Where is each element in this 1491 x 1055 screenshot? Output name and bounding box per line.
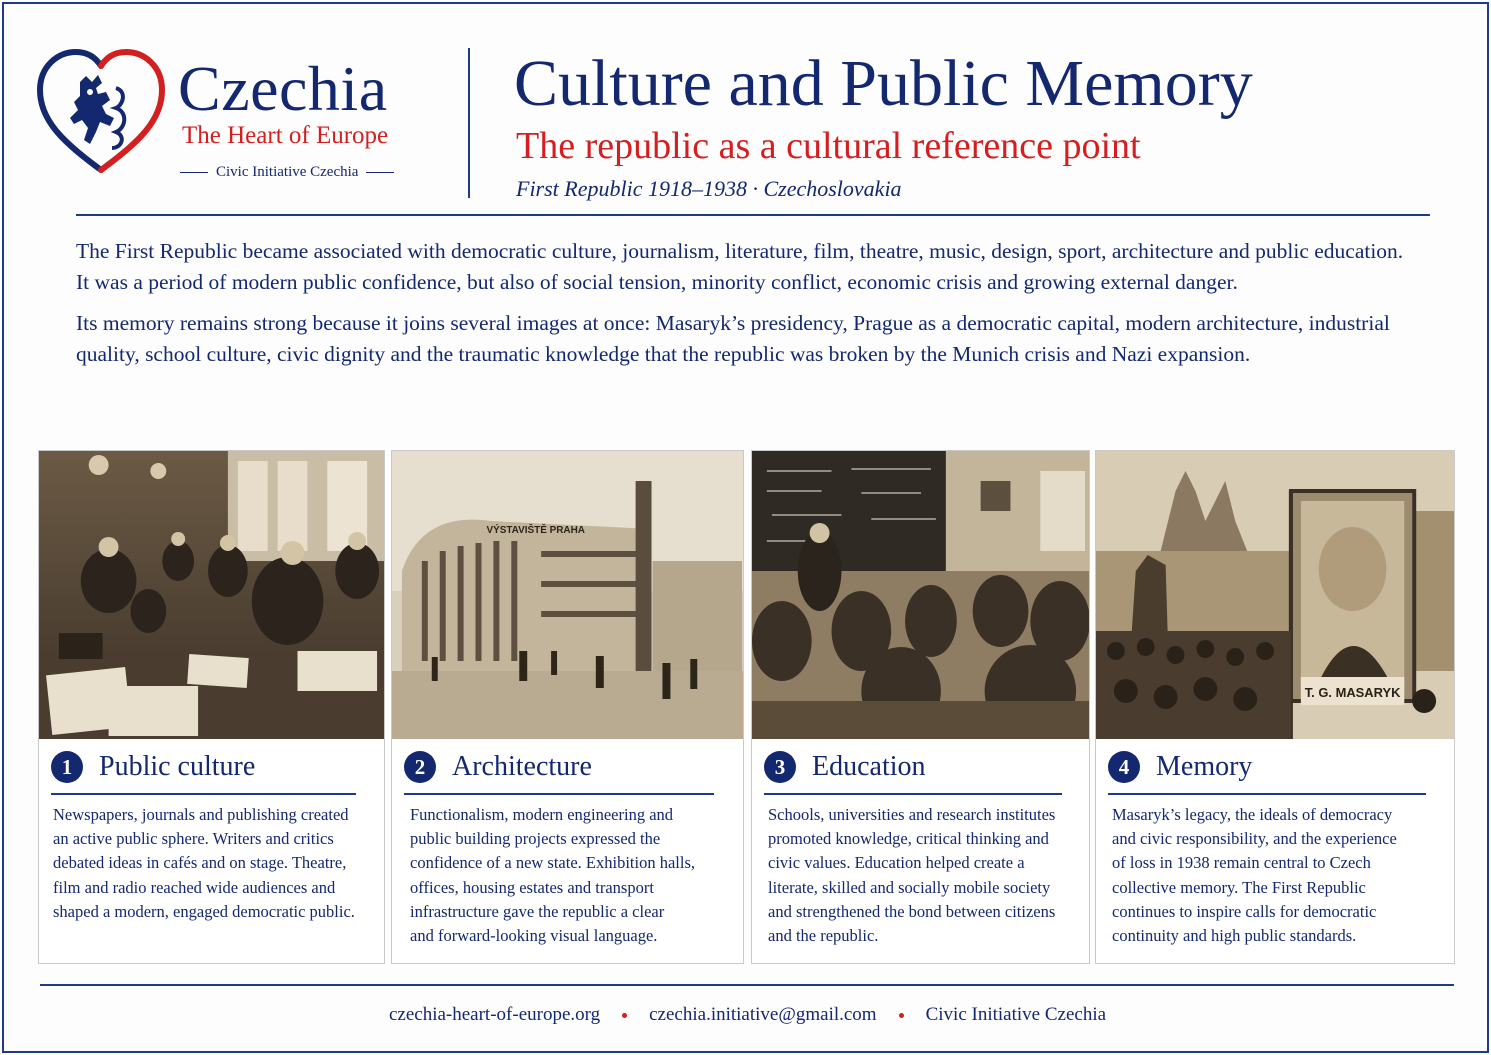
email-link[interactable]: czechia.initiative@gmail.com	[649, 1004, 877, 1025]
card-line: an active public sphere. Writers and critics	[53, 829, 334, 849]
card-line: Schools, universities and research institutes	[768, 805, 1056, 824]
separator-dot-icon	[899, 1013, 904, 1018]
masaryk-banner: T. G. MASARYK	[1304, 684, 1401, 701]
card-title: Memory	[1156, 751, 1253, 782]
card-line: public building projects expressed the	[410, 829, 661, 849]
page-subtitle: The republic as a cultural reference point	[516, 125, 1141, 167]
card-number: 1	[51, 751, 83, 783]
card-line: promoted knowledge, critical thinking and	[768, 829, 1049, 849]
divider	[366, 172, 394, 173]
page-title: Culture and Public Memory	[514, 47, 1253, 120]
card-line: debated ideas in cafés and on stage. Theatre,	[53, 853, 347, 873]
card-public-culture	[38, 450, 385, 964]
brand-organization	[180, 164, 394, 181]
divider	[180, 172, 208, 173]
card-rule	[404, 793, 714, 795]
card-line: offices, housing estates and transport	[410, 877, 654, 897]
card-rule	[51, 793, 356, 795]
card-title: Public culture	[99, 751, 256, 782]
card-rule	[764, 793, 1062, 795]
poster	[2, 2, 1489, 1053]
card-line: continues to inspire calls for democratic	[1112, 901, 1377, 921]
card-line: literate, skilled and socially mobile society	[768, 877, 1051, 897]
exhibition-hall-photo	[392, 451, 743, 739]
card-architecture	[391, 450, 744, 964]
header-divider	[468, 48, 470, 198]
card-number: 3	[764, 751, 796, 783]
card-line: civic values. Education helped create a	[768, 853, 1025, 873]
card-number: 4	[1108, 751, 1140, 783]
heart-lion-logo-icon	[36, 48, 166, 178]
card-body	[1112, 803, 1397, 948]
separator-dot-icon	[622, 1013, 627, 1018]
brand-organization-label: Civic Initiative Czechia	[216, 164, 359, 180]
intro-text	[76, 236, 1416, 380]
card-line: of loss in 1938 remain central to Czech	[1112, 853, 1371, 873]
card-memory	[1095, 450, 1455, 964]
classroom-photo	[752, 451, 1089, 739]
card-header	[1108, 751, 1252, 783]
card-line: confidence of a new state. Exhibition halls,	[410, 853, 695, 873]
newsroom-photo	[39, 451, 384, 739]
footer	[4, 1004, 1491, 1026]
card-line: shaped a modern, engaged democratic public.	[53, 901, 355, 921]
card-line: and civic responsibility, and the experience	[1112, 829, 1397, 849]
card-line: collective memory. The First Republic	[1112, 877, 1366, 897]
card-number: 2	[404, 751, 436, 783]
exhibition-sign: VÝSTAVIŠTĚ PRAHA	[486, 524, 585, 537]
footer-organization: Civic Initiative Czechia	[925, 1004, 1107, 1025]
card-line: Functionalism, modern engineering and	[410, 805, 674, 824]
intro-paragraph: The First Republic became associated with democratic culture, journalism, literature, film, theatre, music, design, sport, architecture and public education. It was a period of modern public confidence, but also of social tension, minority conflict, economic crisis and growing external danger.	[76, 239, 1404, 294]
card-rule	[1108, 793, 1426, 795]
card-line: and the republic.	[768, 926, 879, 946]
card-title: Education	[812, 751, 926, 782]
card-header	[51, 751, 255, 783]
card-line: and forward-looking visual language.	[410, 926, 658, 946]
brand-name: Czechia	[178, 53, 388, 124]
website-link[interactable]: czechia-heart-of-europe.org	[388, 1004, 601, 1025]
card-header	[404, 751, 592, 783]
intro-paragraph: Its memory remains strong because it joins several images at once: Masaryk’s presidency, Prague as a democratic capital, modern architecture, industrial quality, school culture, civic dignity and the traumatic knowledge that the republic was broken by the Munich crisis and Nazi expansion.	[76, 311, 1390, 366]
card-body	[410, 803, 695, 948]
masaryk-crowd-photo	[1096, 451, 1454, 739]
card-body	[53, 803, 355, 924]
card-title: Architecture	[452, 751, 592, 782]
brand-tagline: The Heart of Europe	[182, 122, 389, 149]
card-line: film and radio reached wide audiences and	[53, 877, 336, 897]
footer-rule	[40, 984, 1454, 986]
period-label: First Republic 1918–1938 · Czechoslovakia	[516, 176, 902, 201]
card-education	[751, 450, 1090, 964]
card-line: and strengthened the bond between citizens	[768, 901, 1056, 921]
card-line: Newspapers, journals and publishing created	[53, 805, 349, 824]
card-header	[764, 751, 926, 783]
card-line: Masaryk’s legacy, the ideals of democracy	[1112, 805, 1393, 824]
card-line: continuity and high public standards.	[1112, 926, 1357, 946]
card-body	[768, 803, 1055, 948]
header-rule	[76, 214, 1430, 216]
card-line: infrastructure gave the republic a clear	[410, 901, 665, 921]
